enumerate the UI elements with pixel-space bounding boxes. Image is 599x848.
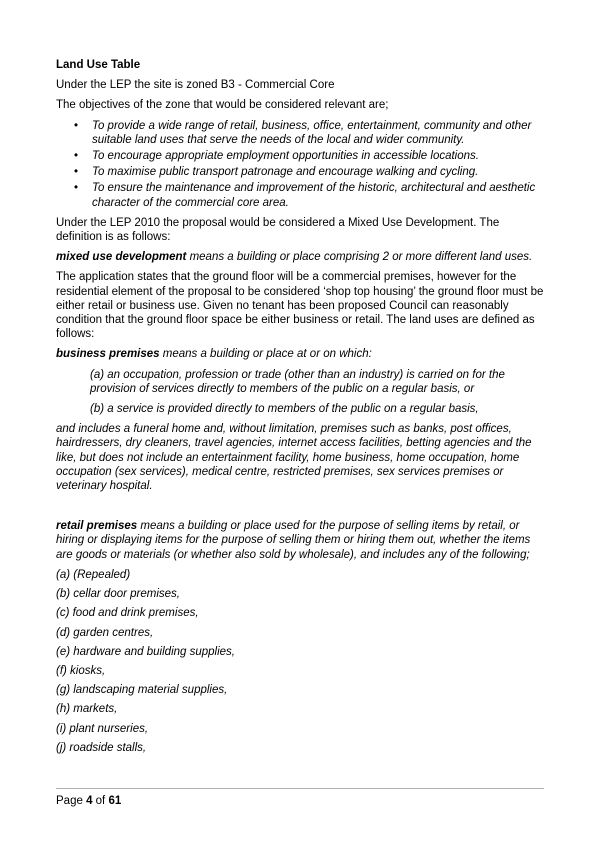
- retail-list-item: (g) landscaping material supplies,: [56, 684, 228, 697]
- zoning-statement: Under the LEP the site is zoned B3 - Commercial Core: [56, 79, 335, 92]
- document-page: [56, 50, 546, 760]
- objectives-list: [56, 119, 546, 210]
- retail-list-item: (h) markets,: [56, 703, 118, 716]
- retail-list-item: (f) kiosks,: [56, 664, 106, 677]
- mixed-use-term: mixed use development: [56, 251, 187, 264]
- objective-item: • To ensure the maintenance and improvement of the historic, architectural and aesthetic character of the commercial core area.: [92, 181, 546, 209]
- retail-list-item: (c) food and drink premises,: [56, 607, 199, 620]
- retail-premises-definition-text: means a building or place used for the purpose of selling items by retail, or hiring or displaying items for the purpose of selling them or hiring them out, whether the items are goods or materials (or whether also sold by wholesale), and includes any of the following;: [56, 520, 531, 561]
- retail-section: [56, 519, 546, 755]
- objective-item: • To provide a wide range of retail, business, office, entertainment, community and other suitable land uses that serve the needs of the local and wider community.: [92, 119, 546, 147]
- business-premises-definition: [56, 347, 546, 361]
- objective-item: • To maximise public transport patronage and encourage walking and cycling.: [92, 165, 546, 179]
- retail-list-item: (e) hardware and building supplies,: [56, 645, 235, 658]
- retail-premises-term: retail premises: [56, 520, 138, 533]
- mixed-use-definition: [56, 250, 546, 264]
- business-premises-definition-text: means a building or place at or on which:: [159, 348, 372, 361]
- retail-list-item: (d) garden centres,: [56, 626, 154, 639]
- total-pages-number: 61: [108, 795, 122, 807]
- retail-list-item: (j) roadside stalls,: [56, 741, 147, 754]
- retail-premises-definition: [56, 519, 546, 562]
- mixed-use-lead: Under the LEP 2010 the proposal would be considered a Mixed Use Development. The definition is as follows:: [56, 216, 500, 244]
- mixed-use-definition-text: means a building or place comprising 2 or more different land uses.: [186, 251, 533, 264]
- retail-list-item: (a) (Repealed): [56, 568, 131, 581]
- page-footer: [56, 794, 121, 808]
- current-page-number: 4: [86, 795, 93, 807]
- of-label: of: [92, 795, 109, 807]
- retail-list-item: (b) cellar door premises,: [56, 588, 180, 601]
- objectives-lead: The objectives of the zone that would be considered relevant are;: [56, 99, 389, 112]
- business-sub-item: (a) an occupation, profession or trade (other than an industry) is carried on for the provision of services directly to members of the public on a regular basis, or: [90, 368, 505, 395]
- business-premises-term: business premises: [56, 348, 160, 361]
- objective-item: • To encourage appropriate employment opportunities in accessible locations.: [92, 149, 546, 163]
- application-paragraph: The application states that the ground floor will be a commercial premises, however for the residential element of the proposal to be considered ‘shop top housing’ the ground floor must be either retail or business use. Given no tenant has been proposed Council can reasonably condition that the ground floor space be either business or retail. The land uses are defined as follows:: [56, 271, 544, 341]
- business-sub-item: (b) a service is provided directly to members of the public on a regular basis,: [90, 403, 479, 416]
- section-heading: Land Use Table: [56, 59, 141, 71]
- retail-list-item: (i) plant nurseries,: [56, 722, 149, 735]
- business-premises-closing: and includes a funeral home and, without limitation, premises such as banks, post offices, hairdressers, dry cleaners, travel agencies, internet access facilities, betting agencies and the like, but does not include an entertainment facility, home business, home occupation, home occupation (sex services), medical centre, restricted premises, sex services premises or veterinary hospital.: [56, 423, 532, 493]
- footer-divider: [56, 788, 544, 789]
- page-label: Page: [56, 795, 87, 807]
